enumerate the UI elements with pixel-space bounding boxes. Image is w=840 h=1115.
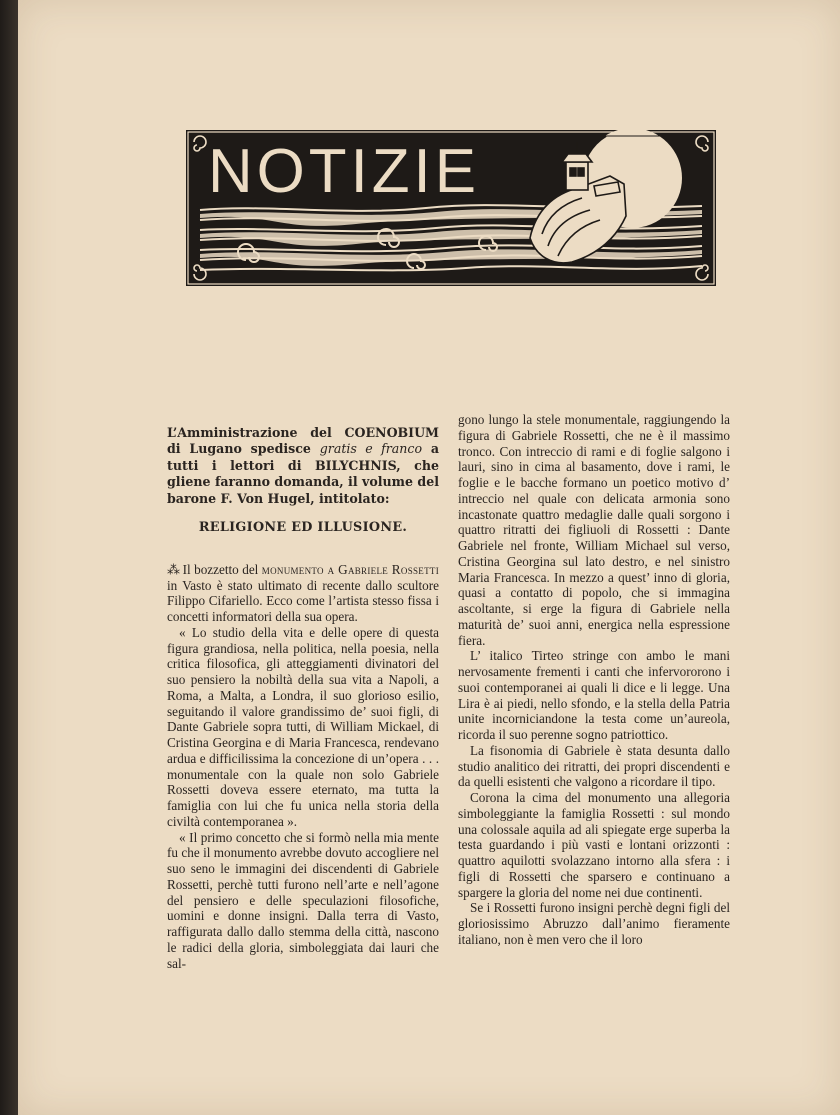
article-paragraph-continued: gono lungo la stele monumentale, raggiungendo la figura di Gabriele Rossetti, che ne è il massimo tronco. Con intreccio di rami e di foglie salgono i lauri, sino in cima al basamento, dove i rami, le foglie e le bacche formano un poetico motivo d’ intreccio nel quale con delicata armonia sono incastonate quattro medaglie dalle quali sorgono i quattro ritratti dei figliuoli di Rossetti : Dante Gabriele nel fronte, William Michael sul verso, Cristina Georgina sul lato destro, e nel sinistro Maria Francesca. In mezzo a quest’ inno di gloria, quasi a contatto di popolo, che si immagina ascoltante, si erge la figura di Gabriele nella maturità de’ suoi anni, energica nella espressione fiera. xyxy=(458,412,730,648)
notizie-banner xyxy=(186,130,716,286)
book-title: RELIGIONE ED ILLUSIONE. xyxy=(198,520,408,536)
article-paragraph: « Lo studio della vita e delle opere di questa figura grandiosa, nella politica, nella poesia, nella critica filosofica, gli atteggiamenti divinatori del suo pensiero la nobiltà della sua vita a Napoli, a Roma, a Malta, a Londra, il suo glorioso esilio, seguitando il valore grandissimo de’ suoi figli, di Dante Gabriele sopra tutti, di William Mickael, di Cristina Georgina e di Maria Francesca, rendevano ardua e difficilissima la concezione di un’opera . . . monumentale con la quale non solo Gabriele Rossetti doveva essere eternato, ma tutta la famiglia con lui che fu unica nella storia della civiltà contemporanea ». xyxy=(167,624,439,829)
article-paragraph: La fisonomia di Gabriele è stata desunta dallo studio analitico dei ritratti, dei propri discendenti e da quelli esistenti che valgono a ricordare il tipo. xyxy=(458,742,730,790)
article-paragraph: Se i Rossetti furono insigni perchè degni figli del gloriosissimo Abruzzo dall’animo fieramente italiano, non è men vero che il loro xyxy=(458,900,730,947)
asterism-icon: ⁂ xyxy=(167,561,180,577)
article-intro: ⁂ Il bozzetto del monumento a Gabriele Rossetti in Vasto è stato ultimato di recente dallo scultore Filippo Cifariello. Ecco come l’artista stesso fissa i concetti informatori della sua opera. xyxy=(167,561,439,625)
article-paragraph: « Il primo concetto che si formò nella mia mente fu che il monumento avrebbe dovuto accogliere nel suo seno le immagini dei discendenti di Gabriele Rossetti, perchè tutti furono nell’arte e nell’agone del pensiero e delle speculazioni filosofiche, uomini e donne insigni. Dalla terra di Vasto, raffigurata dallo dallo stemma della città, nascono le radici della gloria, simboleggiata dai lauri che sal- xyxy=(167,829,439,971)
banner-title: NOTIZIE xyxy=(208,137,480,206)
left-column xyxy=(167,412,439,971)
subscription-notice: L’Amministrazione del COENOBIUM di Lugano spedisce gratis e franco a tutti i lettori di BILYCHNIS, che gliene faranno domanda, il volume del barone F. Von Hugel, intitolato: xyxy=(167,424,440,506)
book-gutter xyxy=(0,0,18,1115)
article-paragraph: L’ italico Tirteo stringe con ambo le mani nervosamente frementi i canti che infervororono i suoi contemporanei ai quali li dice e li legge. Una Lira è ai piedi, nello sfondo, e la stella della Patria unite incorniciandone la testa come un’aureola, ricorda il suo perenne sogno patriottico. xyxy=(458,648,730,742)
article-paragraph: Corona la cima del monumento una allegoria simboleggiante la famiglia Rossetti : sul mondo una colossale aquila ad ali spiegate erge superba la testa guardando i più vasti e lontani orizzonti : quattro aquilotti svolazzano intorno alla sfera : i figli di Rossetti che sparsero e continuano a spargere la gloria del nome nei due continenti. xyxy=(458,790,730,900)
right-column xyxy=(458,412,730,948)
